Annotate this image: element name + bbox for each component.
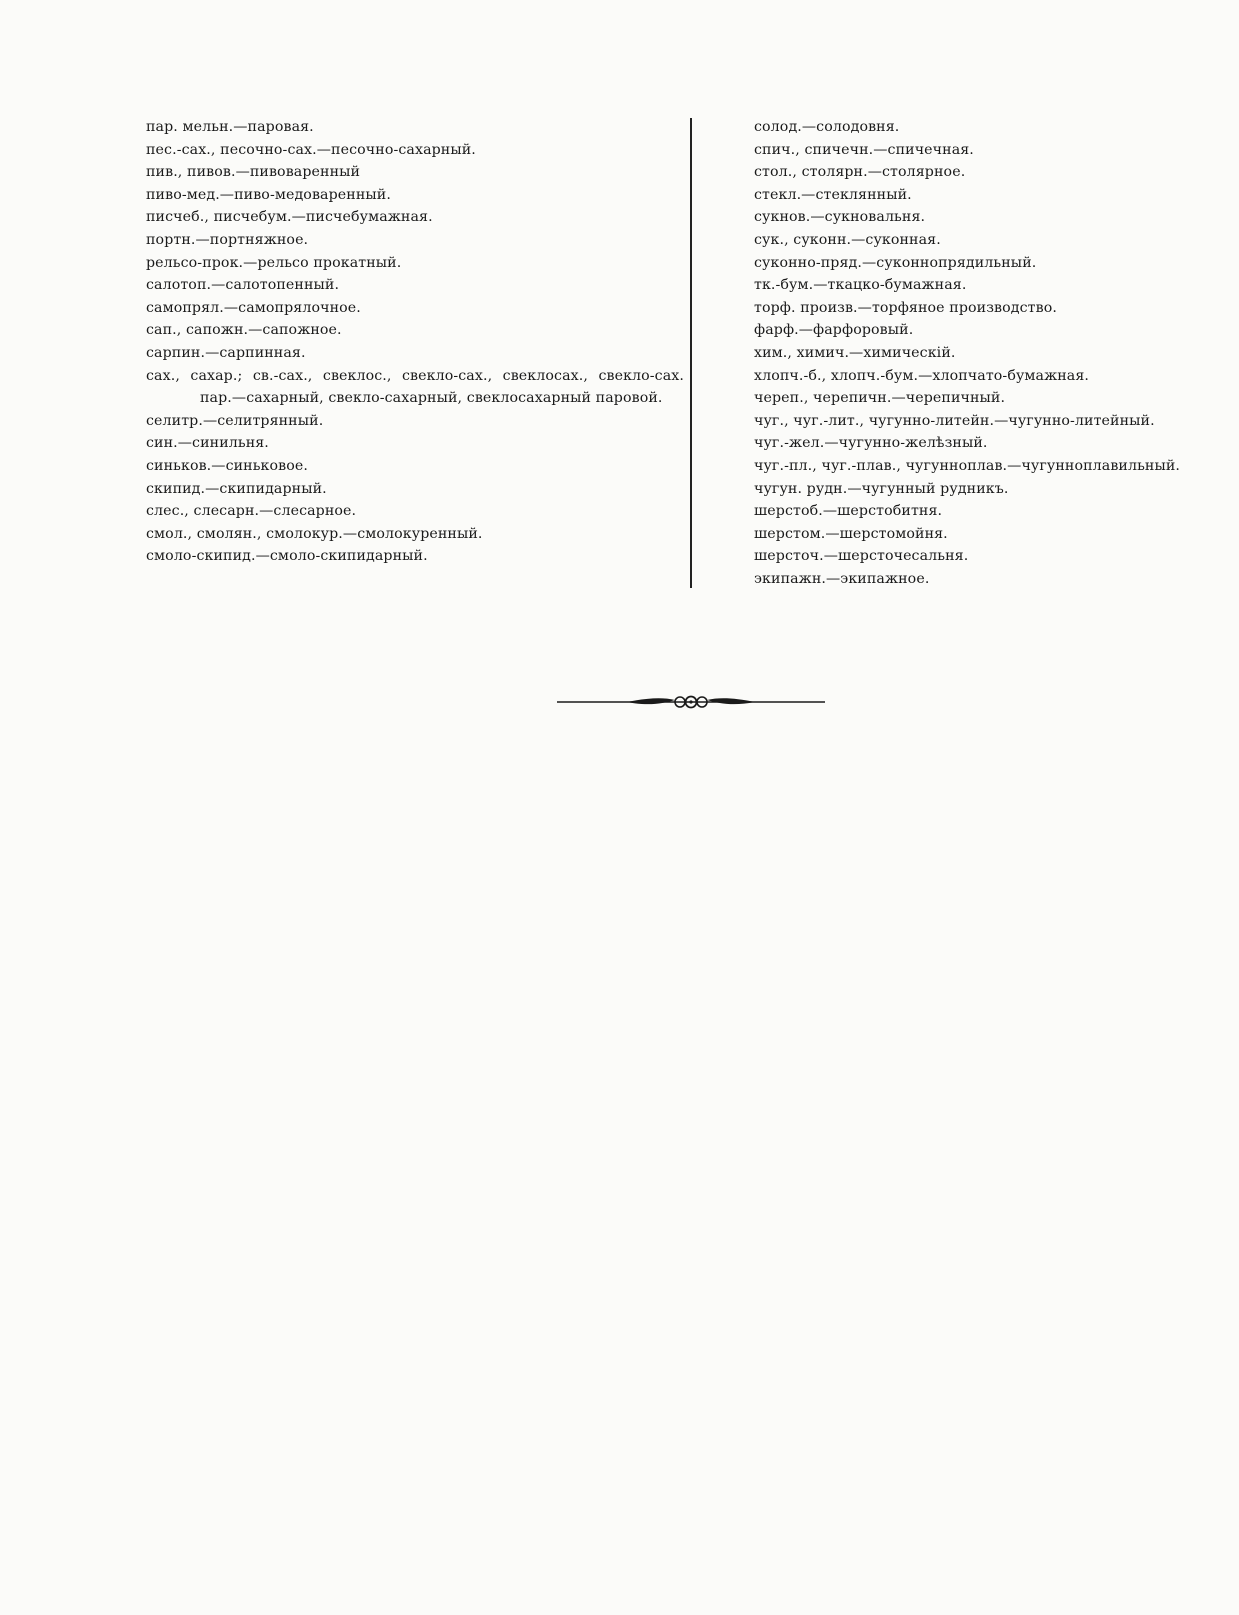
abbreviation-entry: салотоп.—салотопенный.: [146, 277, 340, 294]
abbreviation-entry: хлопч.-б., хлопч.-бум.—хлопчато-бумажная.: [754, 367, 1090, 384]
abbreviation-entry: пес.-сах., песочно-сах.—песочно-сахарный.: [146, 141, 476, 158]
abbreviation-entry: спич., спичечн.—спичечная.: [754, 141, 974, 158]
right-column: [754, 116, 1204, 590]
abbreviation-entry: солод.—солодовня.: [754, 119, 900, 135]
abbreviation-entry: сап., сапожн.—сапожное.: [146, 322, 342, 339]
abbreviation-entry: стекл.—стеклянный.: [754, 186, 912, 203]
abbreviation-entry: скипид.—скипидарный.: [146, 480, 327, 497]
abbreviation-entry: хим., химич.—химическій.: [754, 344, 956, 361]
abbreviation-entry: синьков.—синьковое.: [146, 457, 309, 474]
abbreviation-entry: тк.-бум.—ткацко-бумажная.: [754, 277, 967, 294]
column-divider: [690, 118, 692, 588]
abbreviation-entry: сах., сахар.; св.-сах., свеклос., свекло-сах., свеклосах., свекло-сах. пар.—сахарный, свекло-сахарный, свеклосахарный паровой.: [146, 367, 684, 407]
abbreviation-entry: чуг., чуг.-лит., чугунно-литейн.—чугунно-литейный.: [754, 412, 1155, 429]
abbreviation-entry: сук., суконн.—суконная.: [754, 231, 941, 248]
abbreviation-entry: торф. произв.—торфяное производство.: [754, 299, 1057, 316]
abbreviation-entry: селитр.—селитрянный.: [146, 412, 324, 429]
abbreviation-entry: смоло-скипид.—смоло-скипидарный.: [146, 548, 428, 565]
abbreviation-entry: рельсо-прок.—рельсо прокатный.: [146, 254, 402, 271]
abbreviation-entry: шерстоб.—шерстобитня.: [754, 503, 943, 520]
abbreviation-entry: пар. мельн.—паровая.: [146, 119, 314, 135]
abbreviation-entry: писчеб., писчебум.—писчебумажная.: [146, 209, 433, 226]
abbreviation-entry: сарпин.—сарпинная.: [146, 344, 306, 361]
abbreviation-entry: стол., столярн.—столярное.: [754, 164, 966, 181]
abbreviation-entry: пиво-мед.—пиво-медоваренный.: [146, 186, 391, 203]
tailpiece-ornament-icon: [557, 688, 825, 716]
abbreviation-entry: портн.—портняжное.: [146, 231, 309, 248]
abbreviation-entry: чугун. рудн.—чугунный рудникъ.: [754, 480, 1009, 497]
left-column: [146, 116, 684, 568]
abbreviation-entry: пив., пивов.—пивоваренный: [146, 164, 361, 181]
abbreviation-entry: самопрял.—самопрялочное.: [146, 299, 361, 316]
abbreviation-entry: шерстом.—шерстомойня.: [754, 525, 948, 542]
abbreviation-entry: череп., черепичн.—черепичный.: [754, 390, 1006, 407]
abbreviation-entry: смол., смолян., смолокур.—смолокуренный.: [146, 525, 483, 542]
abbreviation-entry: чуг.-жел.—чугунно-желѣзный.: [754, 435, 988, 452]
abbreviation-entry: син.—синильня.: [146, 435, 269, 452]
abbreviation-entry: суконно-пряд.—суконнопрядильный.: [754, 254, 1037, 271]
abbreviation-entry: чуг.-пл., чуг.-плав., чугунноплав.—чугунноплавильный.: [754, 457, 1181, 474]
abbreviation-entry: слес., слесарн.—слесарное.: [146, 503, 357, 520]
abbreviation-entry: сукнов.—сукновальня.: [754, 209, 926, 226]
abbreviation-entry: фарф.—фарфоровый.: [754, 322, 914, 339]
abbreviation-entry: экипажн.—экипажное.: [754, 570, 930, 587]
abbreviation-entry: шерсточ.—шерсточесальня.: [754, 548, 969, 565]
